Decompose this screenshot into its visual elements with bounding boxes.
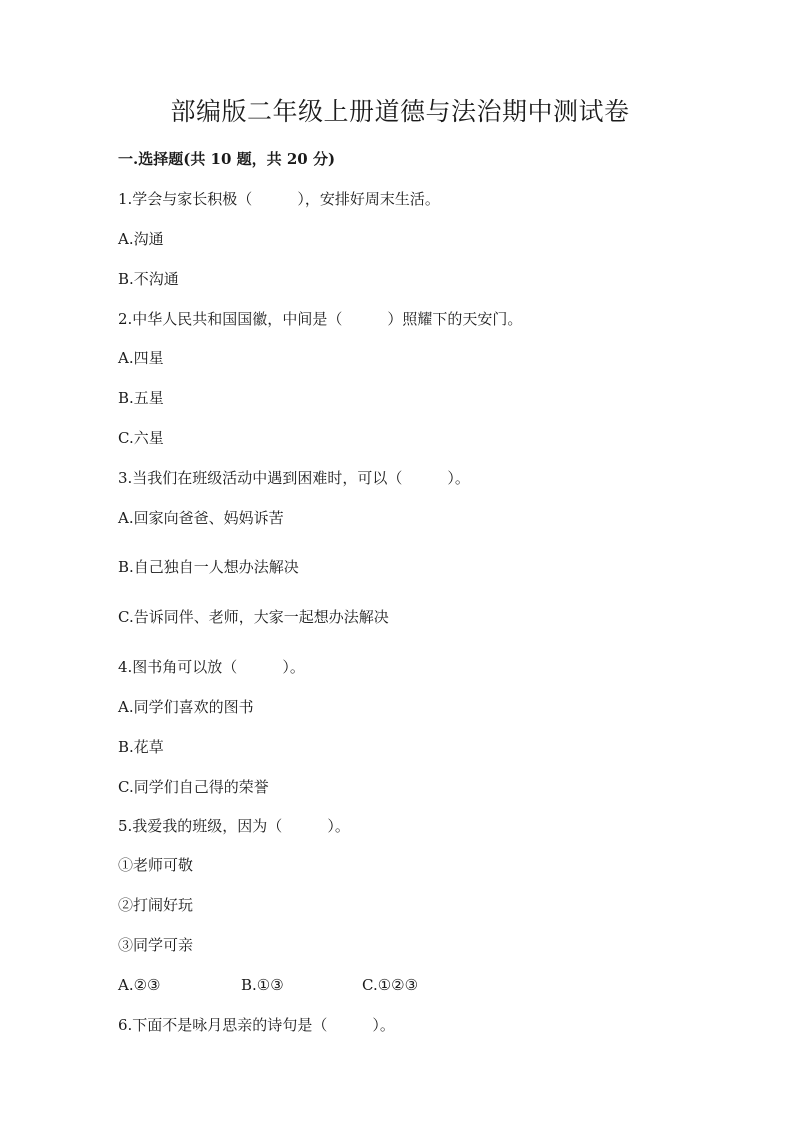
question-4-option-b: B.花草 [118, 738, 164, 756]
question-5-stem: 5.我爱我的班级，因为（ ）。 [118, 817, 350, 835]
question-2-stem: 2.中华人民共和国国徽，中间是（ ）照耀下的天安门。 [118, 310, 523, 328]
question-5-item-1: ①老师可敬 [118, 856, 194, 874]
section-heading: 一.选择题(共 10 题，共 20 分) [118, 150, 336, 168]
question-3-option-a: A.回家向爸爸、妈妈诉苦 [118, 509, 284, 527]
question-1-option-a: A.沟通 [118, 230, 164, 248]
page-title: 部编版二年级上册道德与法治期中测试卷 [170, 97, 630, 126]
question-1-stem: 1.学会与家长积极（ ），安排好周末生活。 [118, 190, 440, 208]
question-5-item-3: ③同学可亲 [118, 936, 194, 954]
question-2-option-b: B.五星 [118, 389, 164, 407]
question-5-option-a: A.②③ [118, 976, 161, 994]
question-4-option-a: A.同学们喜欢的图书 [118, 698, 254, 716]
question-5-option-c: C.①②③ [362, 976, 419, 994]
question-4-option-c: C.同学们自己得的荣誉 [118, 778, 269, 796]
question-4-stem: 4.图书角可以放（ ）。 [118, 658, 305, 676]
question-3-option-c: C.告诉同伴、老师，大家一起想办法解决 [118, 608, 389, 626]
question-6-stem: 6.下面不是咏月思亲的诗句是（ ）。 [118, 1016, 395, 1034]
question-5-option-b: B.①③ [241, 976, 284, 994]
question-3-option-b: B.自己独自一人想办法解决 [118, 558, 299, 576]
question-5-item-2: ②打闹好玩 [118, 896, 194, 914]
question-1-option-b: B.不沟通 [118, 270, 179, 288]
question-3-stem: 3.当我们在班级活动中遇到困难时，可以（ ）。 [118, 469, 470, 487]
question-2-option-a: A.四星 [118, 349, 164, 367]
question-2-option-c: C.六星 [118, 429, 164, 447]
